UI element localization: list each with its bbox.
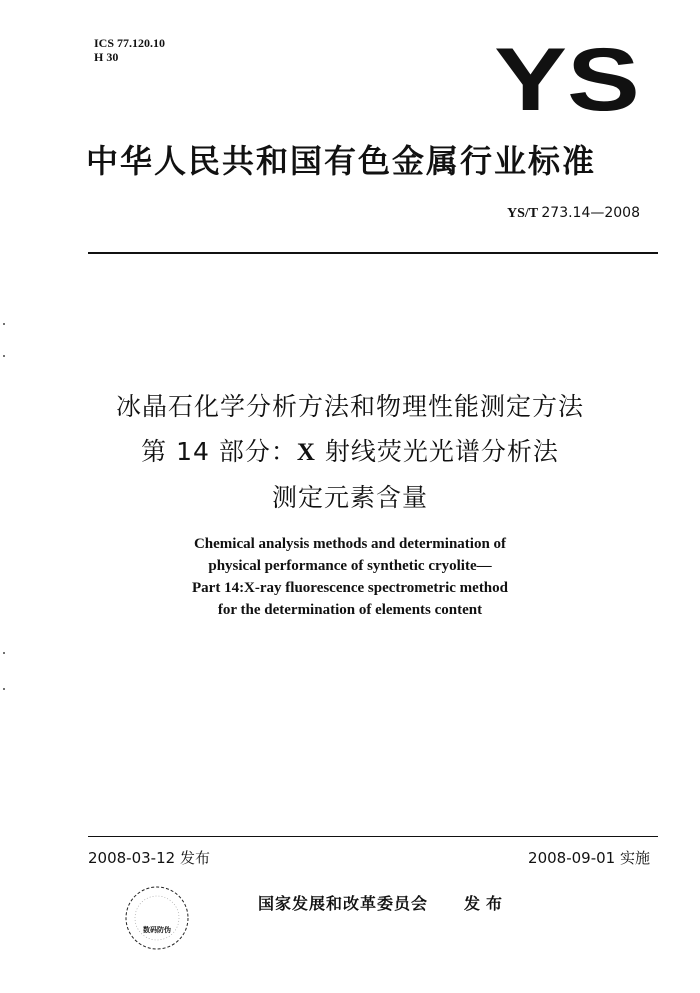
main-title-line2 [0,432,700,468]
english-title-line3: Part 14:X-ray fluorescence spectrometric method [192,580,508,596]
english-title-line2: physical performance of synthetic cryolite— [208,558,492,574]
scan-speck [3,323,5,325]
english-title [0,533,700,621]
release-date: 2008-03-12 发布 [88,849,210,867]
main-title-line3: 测定元素含量 [271,483,428,512]
standard-prefix: YS/T [507,206,538,221]
scan-speck [3,688,5,690]
standard-number-value: 273.14—2008 [541,205,640,221]
footer-divider [88,836,658,837]
scan-speck [3,355,5,357]
standard-number [507,205,640,222]
ys-logo-text: YS [494,30,640,118]
ys-logo [478,30,656,118]
main-title-method: 射线荧光光谱分析法 [315,437,559,466]
main-title-x: X [296,439,316,466]
seal-text: 数码防伪 [143,926,171,934]
class-code: H 30 [94,50,119,64]
ics-code: ICS 77.120.10 [94,36,166,50]
english-title-line4: for the determination of elements content [217,602,483,618]
issuer-name: 国家发展和改革委员会 [258,894,429,913]
header-divider [88,252,658,254]
issue-label: 发布 [464,894,509,913]
classification-block [94,36,165,64]
scan-speck [3,652,5,654]
english-title-line1: Chemical analysis methods and determination of [193,536,507,552]
main-title-line1: 冰晶石化学分析方法和物理性能测定方法 [115,392,584,421]
implement-date: 2008-09-01 实施 [528,849,650,867]
standard-category-title: 中华人民共和国有色金属行业标准 [86,142,597,180]
main-title-part: 第 14 部分： [141,437,297,466]
anti-counterfeit-seal [122,883,192,953]
